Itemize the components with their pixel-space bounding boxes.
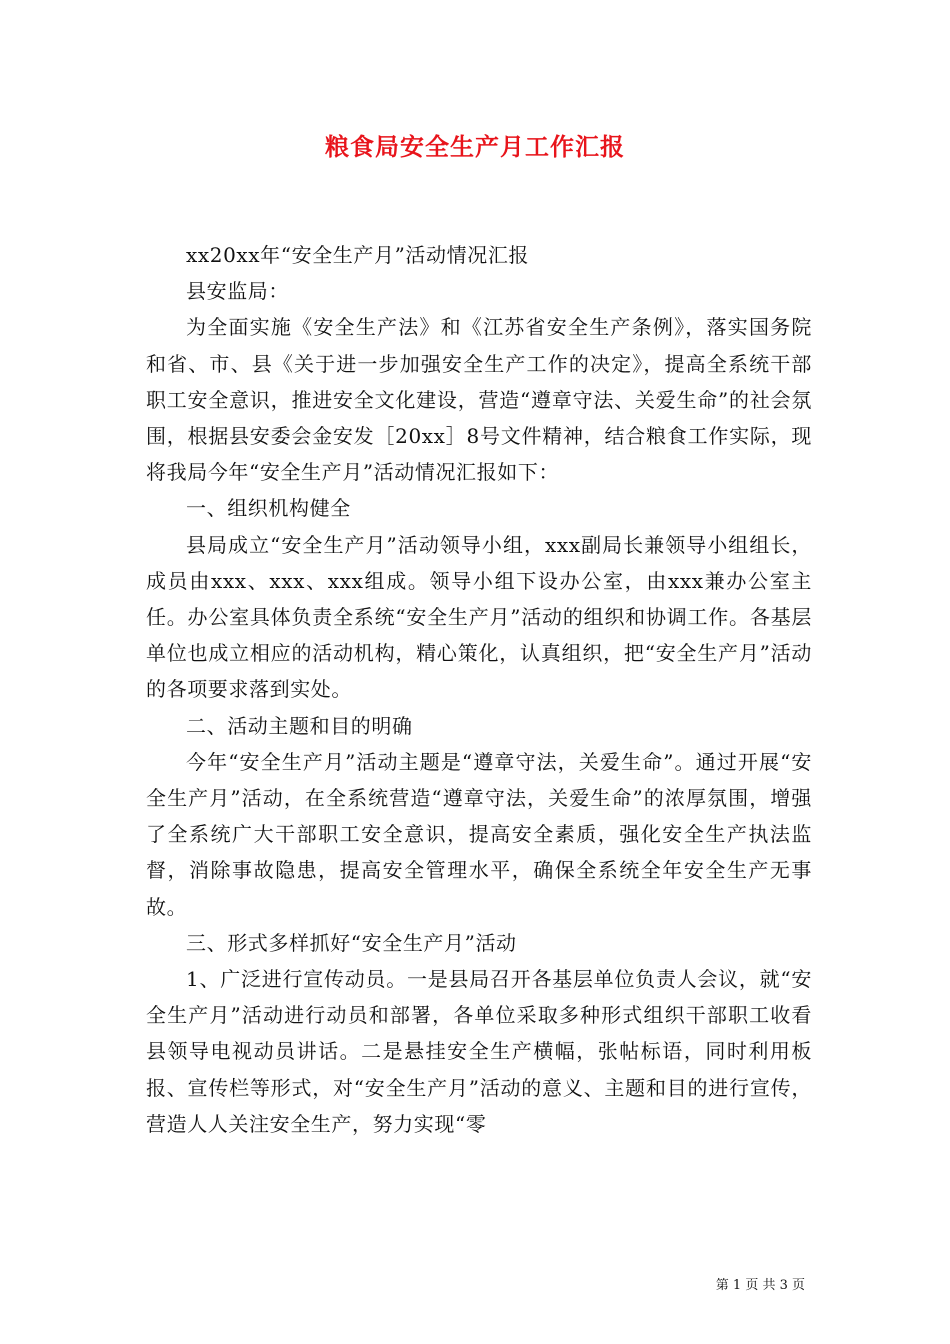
document-title: 粮食局安全生产月工作汇报 xyxy=(325,132,625,161)
section-paragraph-3: 1、广泛进行宣传动员。一是县局召开各基层单位负责人会议，就“安全生产月”活动进行动员和部署，各单位采取多种形式组织干部职工收看县领导电视动员讲话。二是悬挂安全生产横幅，张帖标语，同时利用板报、宣传栏等形式，对“安全生产月”活动的意义、主题和目的进行宣传，营造人人关注安全生产，努力实现“零 xyxy=(146,967,812,1136)
document-body xyxy=(146,237,812,1142)
report-subtitle: xx20xx年“安全生产月”活动情况汇报 xyxy=(186,243,530,267)
section-paragraph-2: 今年“安全生产月”活动主题是“遵章守法，关爱生命”。通过开展“安全生产月”活动，在全系统营造“遵章守法，关爱生命”的浓厚氛围，增强了全系统广大干部职工安全意识，提高安全素质，强化安全生产执法监督，消除事故隐患，提高安全管理水平，确保全系统全年安全生产无事故。 xyxy=(146,749,812,919)
section-heading-1: 一、组织机构健全 xyxy=(186,496,351,521)
intro-paragraph: 为全面实施《安全生产法》和《江苏省安全生产条例》，落实国务院和省、市、县《关于进一步加强安全生产工作的决定》，提高全系统干部职工安全意识，推进安全文化建设，营造“遵章守法、关爱生命”的社会氛围，根据县安委会金安发［20xx］8号文件精神，结合粮食工作实际，现将我局今年“安全生产月”活动情况汇报如下： xyxy=(146,315,812,485)
salutation: 县安监局： xyxy=(186,279,289,304)
section-paragraph-1: 县局成立“安全生产月”活动领导小组，xxx副局长兼领导小组组长，成员由xxx、xxx、xxx组成。领导小组下设办公室，由xxx兼办公室主任。办公室具体负责全系统“安全生产月”活动的组织和协调工作。各基层单位也成立相应的活动机构，精心策化，认真组织，把“安全生产月”活动的各项要求落到实处。 xyxy=(146,532,812,702)
section-heading-3: 三、形式多样抓好“安全生产月”活动 xyxy=(186,930,517,955)
section-heading-2: 二、活动主题和目的明确 xyxy=(186,713,413,738)
page-number: 第 1 页 共 3 页 xyxy=(715,1278,805,1293)
